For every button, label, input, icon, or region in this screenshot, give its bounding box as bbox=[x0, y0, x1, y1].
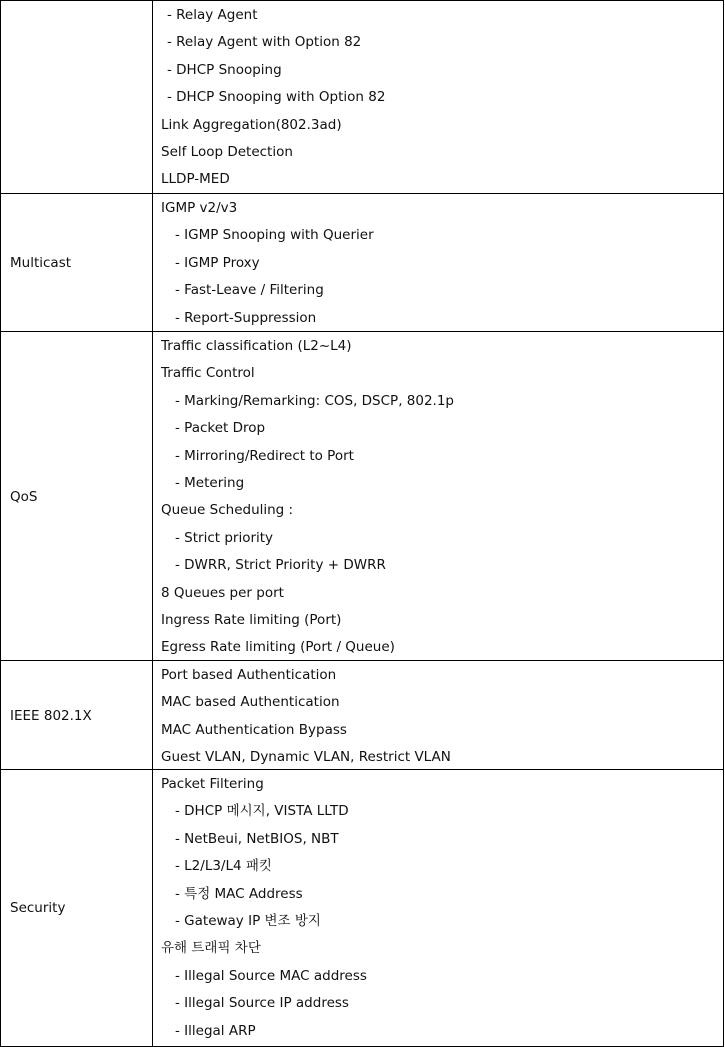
feature-line: 유해 트래픽 차단 bbox=[161, 940, 261, 957]
feature-line: - Illegal Source MAC address bbox=[175, 967, 367, 984]
feature-line: - DHCP Snooping with Option 82 bbox=[167, 89, 386, 106]
feature-line: - Gateway IP 변조 방지 bbox=[175, 913, 321, 929]
feature-line: MAC Authentication Bypass bbox=[161, 721, 347, 738]
table-row bbox=[0, 331, 724, 661]
feature-line: LLDP-MED bbox=[161, 171, 230, 188]
table-row bbox=[0, 0, 724, 194]
category-label: Security bbox=[10, 900, 66, 916]
feature-line: IGMP v2/v3 bbox=[161, 200, 238, 216]
category-label: QoS bbox=[10, 488, 38, 505]
feature-line: - IGMP Proxy bbox=[175, 254, 260, 271]
feature-line: - NetBeui, NetBIOS, NBT bbox=[175, 830, 339, 847]
feature-line: - Packet Drop bbox=[175, 420, 266, 437]
feature-line: - L2/L3/L4 패킷 bbox=[175, 858, 272, 875]
table-row bbox=[0, 660, 724, 770]
feature-line: - Mirroring/Redirect to Port bbox=[175, 447, 354, 464]
feature-line: Port based Authentication bbox=[161, 667, 337, 683]
feature-line: Packet Filtering bbox=[161, 776, 264, 792]
table-row bbox=[0, 769, 724, 1047]
feature-line: Ingress Rate limiting (Port) bbox=[161, 612, 342, 628]
feature-line: Guest VLAN, Dynamic VLAN, Restrict VLAN bbox=[161, 749, 451, 766]
feature-line: - Illegal Source IP address bbox=[175, 995, 349, 1012]
feature-line: - Report-Suppression bbox=[175, 309, 317, 326]
category-label: IEEE 802.1X bbox=[10, 707, 92, 724]
feature-line: - IGMP Snooping with Querier bbox=[175, 227, 374, 244]
feature-line: - Relay Agent bbox=[167, 7, 258, 23]
feature-line: Self Loop Detection bbox=[161, 144, 293, 160]
feature-line: Queue Scheduling : bbox=[161, 502, 294, 519]
feature-line: - Relay Agent with Option 82 bbox=[167, 34, 362, 51]
feature-line: MAC based Authentication bbox=[161, 694, 340, 711]
feature-line: - Fast-Leave / Filtering bbox=[175, 282, 324, 299]
category-label: Multicast bbox=[10, 255, 72, 271]
feature-line: Egress Rate limiting (Port / Queue) bbox=[161, 639, 395, 656]
feature-line: - Strict priority bbox=[175, 529, 274, 546]
feature-line: - DHCP 메시지, VISTA LLTD bbox=[175, 803, 349, 820]
feature-line: - Marking/Remarking: COS, DSCP, 802.1p bbox=[175, 392, 454, 409]
feature-line: Link Aggregation(802.3ad) bbox=[161, 116, 342, 133]
feature-line: 8 Queues per port bbox=[161, 584, 284, 601]
feature-line: - 특정 MAC Address bbox=[175, 885, 303, 902]
feature-line: - DHCP Snooping bbox=[167, 61, 282, 78]
table-row bbox=[0, 193, 724, 332]
feature-line: - DWRR, Strict Priority + DWRR bbox=[175, 557, 386, 574]
feature-line: Traffic classification (L2~L4) bbox=[161, 338, 352, 354]
feature-line: - Illegal ARP bbox=[175, 1022, 256, 1039]
feature-line: Traffic Control bbox=[161, 365, 255, 382]
feature-line: - Metering bbox=[175, 475, 245, 491]
